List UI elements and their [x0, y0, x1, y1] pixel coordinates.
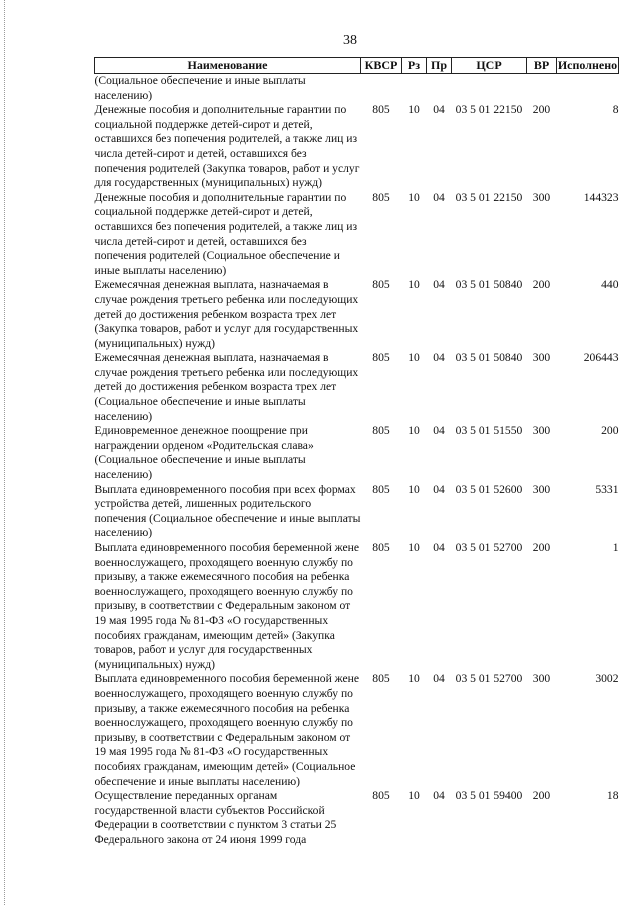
row-vr-cell: 300: [532, 482, 551, 496]
row-kvsr-cell: 805: [372, 482, 390, 496]
table-row: [95, 672, 619, 789]
row-csr-cell: 03 5 01 50840: [455, 278, 523, 292]
row-kvsr-cell: 805: [372, 789, 390, 803]
row-pr-cell: 04: [433, 424, 445, 438]
row-vr-cell: 300: [532, 190, 551, 204]
header-kvsr: КВСР: [361, 58, 402, 74]
row-vr-cell: 300: [532, 424, 551, 438]
row-executed-cell: 440: [601, 278, 619, 292]
row-kvsr-cell: 805: [372, 541, 390, 554]
row-name-cell: Ежемесячная денежная выплата, назначаемая в случае рождения третьего ребенка или последующих детей до достижения ребенком возраста трех лет (Закупка товаров, работ и услуг для государственных (муниципальных) нужд): [94, 278, 359, 350]
row-vr-cell: 200: [532, 789, 551, 803]
row-name-cell: Выплата единовременного пособия беременной жене военнослужащего, проходящего военную службу по призыву, а также ежемесячного пособия на ребенка военнослужащего, проходящего военную службу по призыву, в соответствии с Федеральным законом от 19 мая 1995 года № 81-ФЗ «О государственных пособиях гражданам, имеющим детей» (Закупка товаров, работ и услуг для государственных (муниципальных) нужд): [94, 541, 360, 671]
table-row: [95, 191, 619, 279]
row-csr-cell: 03 5 01 52700: [455, 672, 523, 686]
row-csr-cell: 03 5 01 59400: [455, 789, 523, 803]
row-vr-cell: 200: [532, 541, 551, 554]
header-vr: ВР: [527, 58, 557, 74]
table-row: [95, 483, 619, 541]
table-row: [95, 424, 619, 482]
row-executed-cell: [557, 74, 619, 104]
row-executed-cell: 200: [601, 424, 619, 438]
row-pr-cell: 04: [433, 482, 445, 496]
row-csr-cell: 03 5 01 22150: [455, 103, 523, 117]
row-csr-cell: 03 5 01 52700: [455, 541, 523, 554]
row-rz-cell: 10: [408, 278, 420, 292]
row-executed-cell: 5331: [595, 482, 619, 496]
row-pr-cell: 04: [433, 672, 445, 686]
row-kvsr-cell: 805: [372, 190, 390, 204]
row-pr-cell: 04: [433, 278, 445, 292]
row-name-cell: Денежные пособия и дополнительные гарантии по социальной поддержке детей-сирот и детей, оставшихся без попечения родителей, а также лиц из числа детей-сирот и детей, оставшихся без попечения родителей (Закупка товаров, работ и услуг для государственных (муниципальных) нужд): [94, 103, 360, 190]
header-rz: Рз: [402, 58, 427, 74]
row-vr-cell: 300: [532, 672, 551, 686]
table-row: [95, 789, 619, 847]
row-name-cell: Ежемесячная денежная выплата, назначаемая в случае рождения третьего ребенка или последующих детей до достижения ребенком возраста трех лет (Социальное обеспечение и иные выплаты населению): [94, 351, 359, 423]
row-name-cell: Осуществление переданных органам государственной власти субъектов Российской Федерации в соответствии с пунктом 3 статьи 25 Федерального закона от 24 июня 1999 года: [94, 789, 337, 846]
row-executed-cell: 144323: [583, 190, 619, 204]
row-executed-cell: 18: [606, 789, 619, 803]
table-header-row: [95, 58, 619, 74]
row-executed-cell: 1: [612, 541, 619, 554]
row-rz-cell: 10: [408, 672, 420, 686]
row-kvsr-cell: 805: [372, 424, 390, 438]
table-row: [95, 74, 619, 104]
row-rz-cell: 10: [408, 190, 420, 204]
table-row: [95, 278, 619, 351]
row-rz-cell: 10: [408, 482, 420, 496]
row-executed-cell: 8: [612, 103, 619, 117]
row-name-cell: (Социальное обеспечение и иные выплаты населению): [94, 74, 306, 102]
row-rz-cell: [402, 74, 427, 104]
row-vr-cell: [527, 74, 557, 104]
row-kvsr-cell: 805: [372, 672, 390, 686]
row-csr-cell: 03 5 01 22150: [455, 190, 523, 204]
row-kvsr-cell: [361, 74, 402, 104]
header-executed: Исполнено: [557, 58, 618, 72]
row-kvsr-cell: 805: [372, 351, 390, 365]
table-row: [95, 351, 619, 424]
header-name: Наименование: [95, 58, 361, 74]
row-kvsr-cell: 805: [372, 278, 390, 292]
row-csr-cell: 03 5 01 50840: [455, 351, 523, 365]
row-pr-cell: 04: [433, 541, 445, 554]
row-pr-cell: 04: [433, 351, 445, 365]
scan-edge-dots: [4, 0, 6, 905]
row-csr-cell: 03 5 01 52600: [455, 482, 523, 496]
row-vr-cell: 300: [532, 351, 551, 365]
header-pr: Пр: [427, 58, 452, 74]
row-csr-cell: [452, 74, 527, 104]
row-csr-cell: 03 5 01 51550: [455, 424, 523, 438]
table-row: [95, 541, 619, 672]
row-rz-cell: 10: [408, 103, 420, 117]
row-pr-cell: 04: [433, 190, 445, 204]
header-csr: ЦСР: [452, 58, 527, 74]
row-pr-cell: 04: [433, 789, 445, 803]
row-pr-cell: 04: [433, 103, 445, 117]
row-name-cell: Денежные пособия и дополнительные гарантии по социальной поддержке детей-сирот и детей, оставшихся без попечения родителей, а также лиц из числа детей-сирот и детей, оставшихся без попечения родителей (Социальное обеспечение и иные выплаты населению): [94, 190, 358, 277]
row-name-cell: Выплата единовременного пособия беременной жене военнослужащего, проходящего военную службу по призыву, а также ежемесячного пособия на ребенка военнослужащего, проходящего военную службу по призыву, в соответствии с Федеральным законом от 19 мая 1995 года № 81-ФЗ «О государственных пособиях гражданам, имеющим детей» (Социальное обеспечение и иные выплаты населению): [94, 672, 360, 788]
row-executed-cell: 206443: [583, 351, 619, 365]
row-rz-cell: 10: [408, 351, 420, 365]
row-vr-cell: 200: [532, 278, 551, 292]
page-number: 38: [343, 33, 357, 48]
row-name-cell: Единовременное денежное поощрение при награждении орденом «Родительская слава» (Социальное обеспечение и иные выплаты населению): [94, 424, 314, 482]
row-rz-cell: 10: [408, 789, 420, 803]
row-pr-cell: [427, 74, 452, 104]
row-executed-cell: 3002: [595, 672, 619, 686]
row-vr-cell: 200: [532, 103, 551, 117]
row-kvsr-cell: 805: [372, 103, 390, 117]
budget-table: [94, 57, 619, 847]
row-rz-cell: 10: [408, 541, 420, 554]
row-name-cell: Выплата единовременного пособия при всех формах устройства детей, лишенных родительского попечения (Социальное обеспечение и иные выплаты населению): [94, 482, 361, 540]
table-row: [95, 103, 619, 191]
row-rz-cell: 10: [408, 424, 420, 438]
